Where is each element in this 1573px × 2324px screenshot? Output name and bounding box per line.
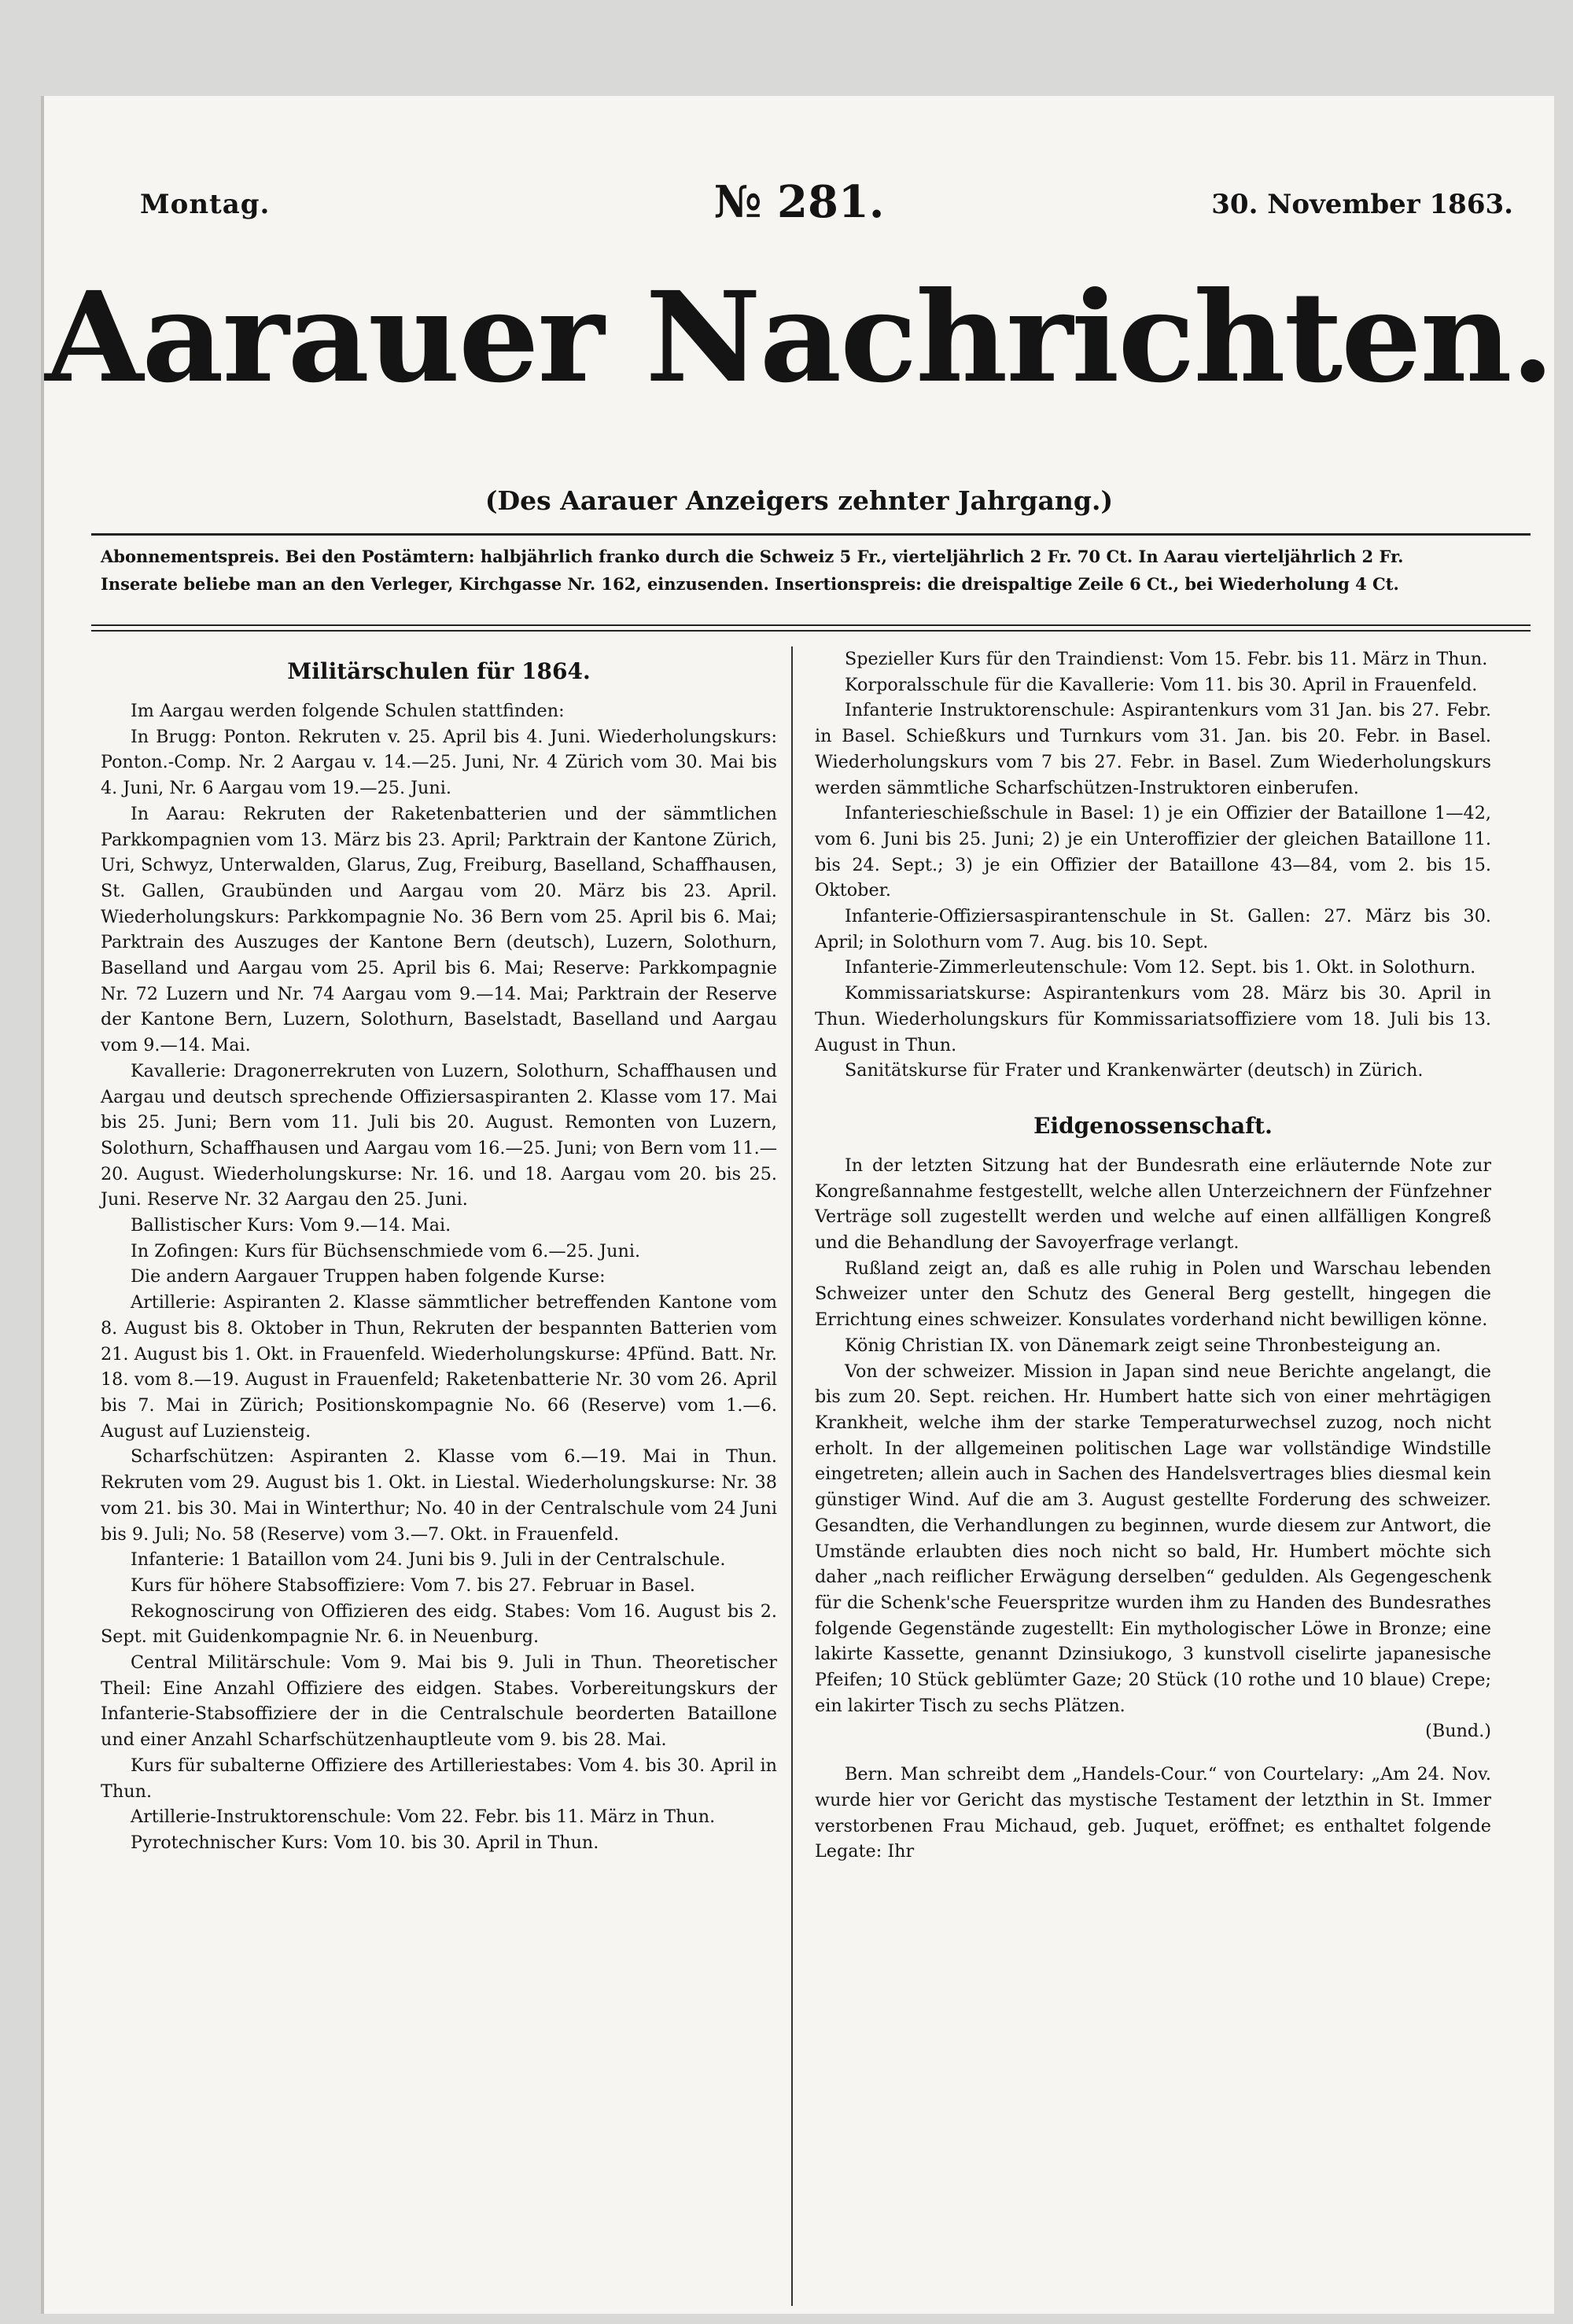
terms-line-1: Abonnementspreis. Bei den Postämtern: halbjährlich franko durch die Schweiz 5 Fr., vierteljährlich 2 Fr. 70 Ct. In Aarau vierteljährlich 2 Fr. (101, 547, 1404, 566)
section-heading: Militärschulen für 1864. (287, 658, 591, 684)
article-paragraph: Infanterieschießschule in Basel: 1) je ein Offizier der Bataillone 1—42, vom 6. Juni bis 25. Juni; 2) je ein Unteroffizier der gleichen Bataillone 11. bis 24. Sept.; 3) je ein Offizier der Bataillone 43—84, vom 2. bis 15. Oktober. (815, 803, 1491, 901)
right-column (815, 646, 1491, 1865)
article-paragraph: Die andern Aargauer Truppen haben folgende Kurse: (131, 1266, 606, 1287)
masthead-rule (91, 533, 1531, 536)
terms-line-2: Inserate beliebe man an den Verleger, Kirchgasse Nr. 162, einzusenden. Insertionspreis: die dreispaltige Zeile 6 Ct., bei Wiederholung 4 Ct. (101, 574, 1399, 594)
masthead-title: Aarauer Nachrichten. (45, 265, 1553, 411)
section-spacer (815, 1744, 1491, 1762)
source-attribution: (Bund.) (1425, 1721, 1491, 1742)
article-paragraph: Ballistischer Kurs: Vom 9.—14. Mai. (131, 1215, 451, 1236)
article-paragraph: Kurs für höhere Stabsoffiziere: Vom 7. bis 27. Februar in Basel. (131, 1575, 695, 1596)
article-paragraph: Im Aargau werden folgende Schulen stattfinden: (131, 701, 565, 721)
left-column (101, 646, 777, 1856)
issue-day: Montag. (140, 189, 271, 220)
article-paragraph: In Zofingen: Kurs für Büchsenschmiede vom 6.—25. Juni. (131, 1240, 641, 1261)
article-paragraph: Rußland zeigt an, daß es alle ruhig in Polen und Warschau lebenden Schweizer unter den Schutz des General Berg gestellt, hingegen die Errichtung eines schweizer. Konsulates vorderhand nicht bewilligen könne. (815, 1258, 1491, 1331)
section-spacer (815, 1084, 1491, 1101)
article-paragraph: Scharfschützen: Aspiranten 2. Klasse vom 6.—19. Mai in Thun. Rekruten vom 29. August bis 1. Okt. in Liestal. Wiederholungskurse: Nr. 38 vom 21. bis 30. Mai in Winterthur; No. 40 in der Centralschule vom 24 Juni bis 9. Juli; No. 58 (Reserve) vom 3.—7. Okt. in Frauenfeld. (101, 1446, 777, 1545)
subscription-terms (101, 543, 1524, 598)
article-paragraph: Spezieller Kurs für den Traindienst: Vom 15. Febr. bis 11. März in Thun. (845, 649, 1488, 669)
article-paragraph: Infanterie: 1 Bataillon vom 24. Juni bis 9. Juli in der Centralschule. (131, 1549, 726, 1571)
article-paragraph: Artillerie: Aspiranten 2. Klasse sämmtlicher betreffenden Kantone vom 8. August bis 8. Oktober in Thun, Rekruten der bespannten Batterien vom 21. August bis 1. Okt. in Frauenfeld. Wiederholungskurse: 4Pfünd. Batt. Nr. 18. vom 8.—19. August in Frauenfeld; Raketenbatterie Nr. 30 vom 26. April bis 7. Mai in Zürich; Positionskompagnie No. 66 (Reserve) vom 1.—6. August auf Luziensteig. (101, 1292, 777, 1442)
section-heading: Eidgenossenschaft. (1033, 1112, 1273, 1139)
issue-date: 30. November 1863. (1211, 189, 1513, 220)
article-paragraph: Infanterie-Zimmerleutenschule: Vom 12. Sept. bis 1. Okt. in Solothurn. (845, 957, 1476, 978)
article-paragraph: Pyrotechnischer Kurs: Vom 10. bis 30. April in Thun. (131, 1832, 599, 1853)
article-paragraph: Kommissariatskurse: Aspirantenkurs vom 28. März bis 30. April in Thun. Wiederholungskurs für Kommissariatsoffiziere vom 18. Juli bis 13. August in Thun. (815, 983, 1491, 1055)
article-paragraph: Korporalsschule für die Kavallerie: Vom 11. bis 30. April in Frauenfeld. (845, 674, 1478, 695)
article-paragraph: Kurs für subalterne Offiziere des Artilleriestabes: Vom 4. bis 30. April in Thun. (101, 1755, 777, 1802)
column-divider (791, 646, 793, 2306)
article-paragraph: Infanterie Instruktorenschule: Aspirantenkurs vom 31 Jan. bis 27. Febr. in Basel. Schießkurs und Turnkurs vom 31. Jan. bis 20. Febr. in Basel. Wiederholungskurs vom 7 bis 27. Febr. in Basel. Zum Wiederholungskurs werden sämmtliche Scharfschützen-Instruktoren einberufen. (815, 700, 1491, 798)
masthead-subtitle: (Des Aarauer Anzeigers zehnter Jahrgang.) (484, 485, 1114, 516)
terms-rule-top (91, 624, 1531, 626)
article-paragraph: Artillerie-Instruktorenschule: Vom 22. Febr. bis 11. März in Thun. (131, 1807, 716, 1828)
article-paragraph: In Aarau: Rekruten der Raketenbatterien und der sämmtlichen Parkkompagnien vom 13. März bis 23. April; Parktrain der Kantone Zürich, Uri, Schwyz, Unterwalden, Glarus, Zug, Freiburg, Baselland, Schaffhausen, St. Gallen, Graubünden und Aargau vom 20. März bis 23. April. Wiederholungskurs: Parkkompagnie No. 36 Bern vom 25. April bis 6. Mai; Parktrain des Auszuges der Kantone Bern (deutsch), Luzern, Solothurn, Baselland und Aargau vom 25. April bis 6. Mai; Reserve: Parkkompagnie Nr. 72 Luzern und Nr. 74 Aargau vom 9.—14. Mai; Parktrain der Reserve der Kantone Bern, Luzern, Solothurn, Baselstadt, Baselland und Aargau vom 9.—14. Mai. (101, 803, 777, 1056)
article-paragraph: Kavallerie: Dragonerrekruten von Luzern, Solothurn, Schaffhausen und Aargau und deutsch sprechende Offiziersaspiranten 2. Klasse vom 17. Mai bis 25. Juni; Bern vom 11. Juli bis 20. August. Remonten von Luzern, Solothurn, Schaffhausen und Aargau vom 16.—25. Juni; von Bern vom 11.—20. August. Wiederholungskurse: Nr. 16. und 18. Aargau vom 20. bis 25. Juni. Reserve Nr. 32 Aargau den 25. Juni. (101, 1060, 777, 1210)
terms-rule-bottom (91, 630, 1531, 632)
newspaper-page (44, 96, 1554, 2314)
article-paragraph: Rekognoscirung von Offizieren des eidg. Stabes: Vom 16. August bis 2. Sept. mit Guidenkompagnie Nr. 6. in Neuenburg. (101, 1600, 777, 1648)
article-paragraph: In der letzten Sitzung hat der Bundesrath eine erläuternde Note zur Kongreßannahme festgestellt, welche allen Unterzeichnern der Fünfzehner Verträge soll zugestellt werden und welche auf einen allfälligen Kongreß und die Behandlung der Savoyerfrage verlangt. (815, 1155, 1491, 1254)
article-paragraph: Sanitätskurse für Frater und Krankenwärter (deutsch) in Zürich. (845, 1060, 1424, 1081)
issue-number: № 281. (713, 176, 885, 228)
article-paragraph: Central Militärschule: Vom 9. Mai bis 9. Juli in Thun. Theoretischer Theil: Eine Anzahl Offiziere des eidgen. Stabes. Vorbereitungskurs der Infanterie-Stabsoffiziere der in die Centralschule beorderten Bataillone und einer Anzahl Scharfschützenhauptleute vom 9. bis 28. Mai. (101, 1652, 777, 1751)
article-paragraph: Infanterie-Offiziersaspirantenschule in St. Gallen: 27. März bis 30. April; in Solothurn vom 7. Aug. bis 10. Sept. (815, 906, 1491, 952)
article-paragraph: König Christian IX. von Dänemark zeigt seine Thronbesteigung an. (845, 1335, 1442, 1356)
article-paragraph: Von der schweizer. Mission in Japan sind neue Berichte angelangt, die bis zum 20. Sept. reichen. Hr. Humbert hatte sich von einer mehrtägigen Krankheit, welche ihm der starke Temperaturwechsel zuzog, noch nicht erholt. In der allgemeinen politischen Lage war vollständige Windstille eingetreten; allein auch in Sachen des Handelsvertrages blies diesmal kein günstiger Wind. Auf die am 3. August gestellte Forderung des schweizer. Gesandten, die Verhandlungen zu beginnen, wurde diesem zur Antwort, die Umstände erlaubten dies noch nicht so bald, Hr. Humbert möchte sich daher „nach reiflicher Erwägung derselben“ gedulden. Als Gegengeschenk für die Schenk'sche Feuerspritze wurden ihm zu Handen des Bundesrathes folgende Gegenstände zugestellt: Ein mythologischer Löwe in Bronze; eine lakirte Kassette, genannt Dzinsiukogo, 3 kunstvoll ciselirte japanesische Pfeifen; 10 Stück geblümter Gaze; 20 Stück (10 rothe und 10 blaue) Crepe; ein lakirter Tisch zu sechs Plätzen. (815, 1361, 1491, 1716)
article-paragraph: In Brugg: Ponton. Rekruten v. 25. April bis 4. Juni. Wiederholungskurs: Ponton.-Comp. Nr. 2 Aargau v. 14.—25. Juni, Nr. 4 Zürich vom 30. Mai bis 4. Juni, Nr. 6 Aargau vom 19.—25. Juni. (101, 726, 777, 799)
article-paragraph: Bern. Man schreibt dem „Handels-Cour.“ von Courtelary: „Am 24. Nov. wurde hier vor Gericht das mystische Testament der letzthin in St. Immer verstorbenen Frau Michaud, geb. Juquet, eröffnet; es enthaltet folgende Legate: Ihr (815, 1764, 1491, 1862)
